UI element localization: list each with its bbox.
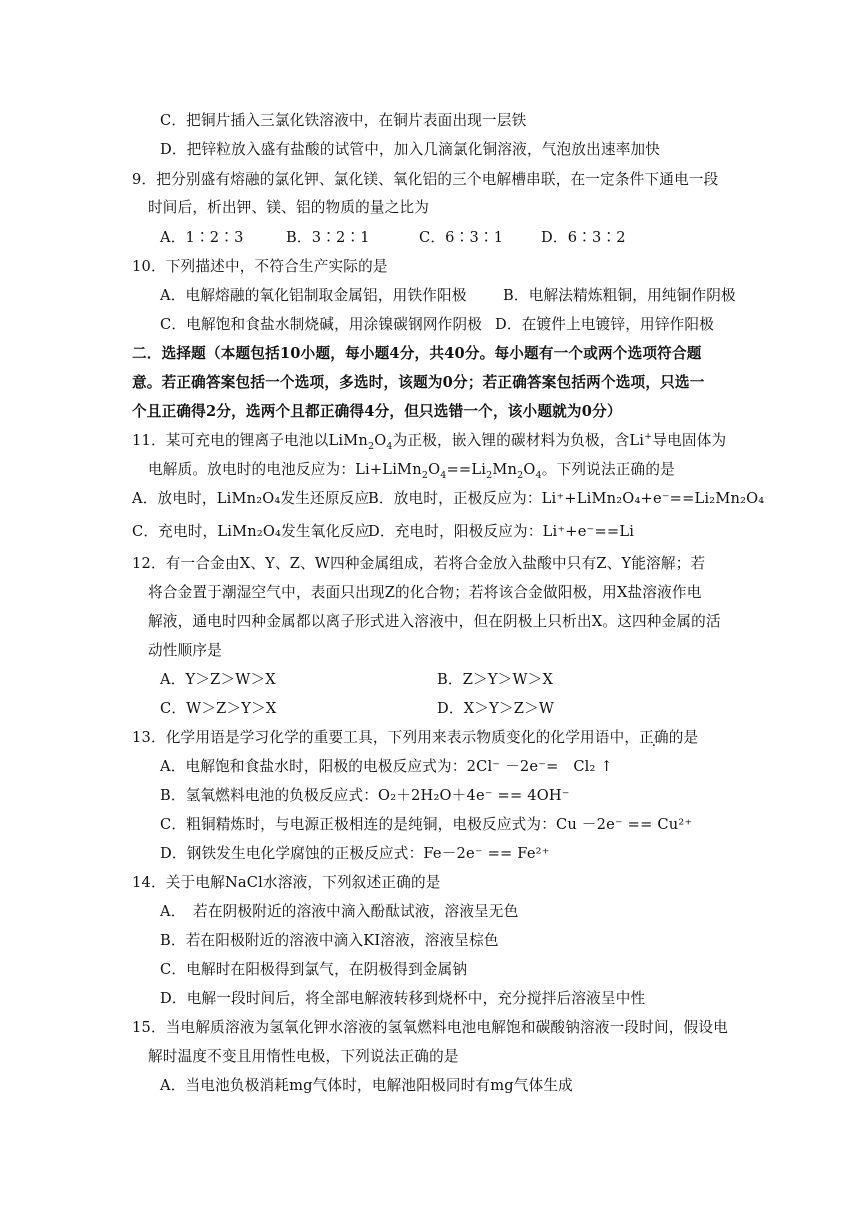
q11-option-d: D．充电时，阳极反应为：Li⁺+e⁻==Li	[368, 523, 635, 540]
q13-stem-part1: 13．化学用语是学习化学的重要工具，下列用来表示物质变化的化学用语中，	[132, 729, 640, 746]
q11-line2-part1: 电解质。放电时的电池反应为：Li+LiMn	[148, 461, 422, 478]
q12-option-a: A．Y＞Z＞W＞X	[160, 671, 276, 688]
q13-option-a: A．电解饱和食盐水时，阳极的电极反应式为：2Cl⁻ －2e⁻= Cl₂ ↑	[160, 758, 613, 775]
q12-stem-line1: 12．有一合金由X、Y、Z、W四种金属组成，若将合金放入盐酸中只有Z、Y能溶解；若	[132, 555, 706, 572]
q10-option-a: A．电解熔融的氧化铝制取金属铝，用铁作阳极	[160, 287, 467, 304]
q14-option-a: A． 若在阴极附近的溶液中滴入酚酞试液，溶液呈无色	[160, 903, 519, 920]
q10-stem: 10．下列描述中，不符合生产实际的是	[132, 258, 388, 275]
q13-stem	[132, 728, 698, 748]
q8-option-d: D．把锌粒放入盛有盐酸的试管中，加入几滴氯化铜溶液，气泡放出速率加快	[160, 141, 661, 158]
section2-heading-line2: 意。若正确答案包括一个选项，多选时，该题为0分；若正确答案包括两个选项，只选一	[132, 374, 705, 391]
q11-stem-line1: 11．某可充电的锂离子电池以$LiMn_2O_4$为正极，嵌入锂的碳材料为负极，含Li+导电固体为	[132, 431, 727, 452]
q14-option-b: B．若在阳极附近的溶液中滴入KI溶液，溶液呈棕色	[160, 932, 499, 949]
q12-option-c: C．W＞Z＞Y＞X	[160, 700, 277, 717]
q13-emphasis-word: 正确	[639, 729, 669, 746]
q12-option-d: D．X＞Y＞Z＞W	[437, 700, 555, 717]
q12-stem-line2: 将合金置于潮湿空气中，表面只出现Z的化合物；若将该合金做阳极，用X盐溶液作电	[148, 584, 702, 601]
q11-stem-line2: 电解质。放电时的电池反应为：$Li+LiMn_2O_4==Li_2Mn_2O_4$。下列说法正确的是	[148, 461, 675, 481]
q14-stem: 14．关于电解NaCl水溶液，下列叙述正确的是	[132, 874, 441, 891]
section2-heading-line1: 二．选择题（本题包括10小题，每小题4分，共40分。每小题有一个或两个选项符合题	[132, 345, 702, 362]
q9-option-b: B．3∶2∶1	[286, 229, 370, 246]
q14-option-c: C．电解时在阳极得到氯气，在阴极得到金属钠	[160, 961, 468, 978]
q11-option-c: C．充电时，LiMn₂O₄发生氧化反应	[132, 523, 370, 540]
q10-option-c: C．电解饱和食盐水制烧碱，用涂镍碳钢网作阴极	[160, 316, 483, 333]
q12-option-b: B．Z＞Y＞W＞X	[437, 671, 554, 688]
q11-line2-part3: 。下列说法正确的是	[541, 461, 675, 478]
q11-option-b: B．放电时，正极反应为：Li⁺+LiMn₂O₄+e⁻==Li₂Mn₂O₄	[368, 490, 765, 507]
q11-line1-part1: 11．某可充电的锂离子电池以LiMn	[132, 432, 368, 449]
q15-stem-line2: 解时温度不变且用惰性电极，下列说法正确的是	[148, 1048, 459, 1065]
q9-stem-line2: 时间后，析出钾、镁、铝的物质的量之比为	[148, 199, 430, 216]
q12-stem-line3: 解液，通电时四种金属都以离子形式进入溶液中，但在阴极上只析出X。这四种金属的活	[148, 613, 721, 630]
q12-stem-line4: 动性顺序是	[148, 642, 222, 659]
q9-option-a: A．1∶2∶3	[160, 229, 244, 246]
q11-option-a: A．放电时，LiMn₂O₄发生还原反应	[132, 490, 370, 507]
q11-line1-part2: 为正极，嵌入锂的碳材料为负极，含Li	[392, 432, 645, 449]
q14-option-d: D．电解一段时间后，将全部电解液转移到烧杯中，充分搅拌后溶液呈中性	[160, 990, 646, 1007]
q9-option-d: D．6∶3∶2	[541, 229, 626, 246]
q9-option-c: C．6∶3∶1	[419, 229, 504, 246]
q13-option-d: D．钢铁发生电化学腐蚀的正极反应式：Fe－2e⁻ == Fe²⁺	[160, 845, 550, 862]
q8-option-c: C．把铜片插入三氯化铁溶液中，在铜片表面出现一层铁	[160, 112, 527, 129]
q13-stem-part3: 的是	[668, 729, 699, 746]
q10-option-b: B．电解法精炼粗铜，用纯铜作阴极	[503, 287, 736, 304]
q10-option-d: D．在镀件上电镀锌，用锌作阳极	[495, 316, 715, 333]
section2-heading-line3: 个且正确得2分，选两个且都正确得4分，但只选错一个，该小题就为0分）	[132, 403, 622, 420]
q9-stem-line1: 9．把分别盛有熔融的氯化钾、氯化镁、氧化铝的三个电解槽串联，在一定条件下通电一段	[132, 171, 719, 188]
q11-line2-part2: ==Li	[446, 461, 487, 478]
q15-stem-line1: 15．当电解质溶液为氢氧化钾水溶液的氢氧燃料电池电解饱和碳酸钠溶液一段时间，假设电	[132, 1019, 728, 1036]
q11-line1-part3: 导电固体为	[652, 432, 727, 449]
q13-option-c: C．粗铜精炼时，与电源正极相连的是纯铜，电极反应式为：Cu －2e⁻ == Cu²⁺	[160, 816, 693, 833]
q13-option-b: B．氢氧燃料电池的负极反应式：O₂＋2H₂O＋4e⁻ == 4OH⁻	[160, 787, 570, 804]
q15-option-a: A．当电池负极消耗mg气体时，电解池阳极同时有mg气体生成	[160, 1077, 573, 1094]
